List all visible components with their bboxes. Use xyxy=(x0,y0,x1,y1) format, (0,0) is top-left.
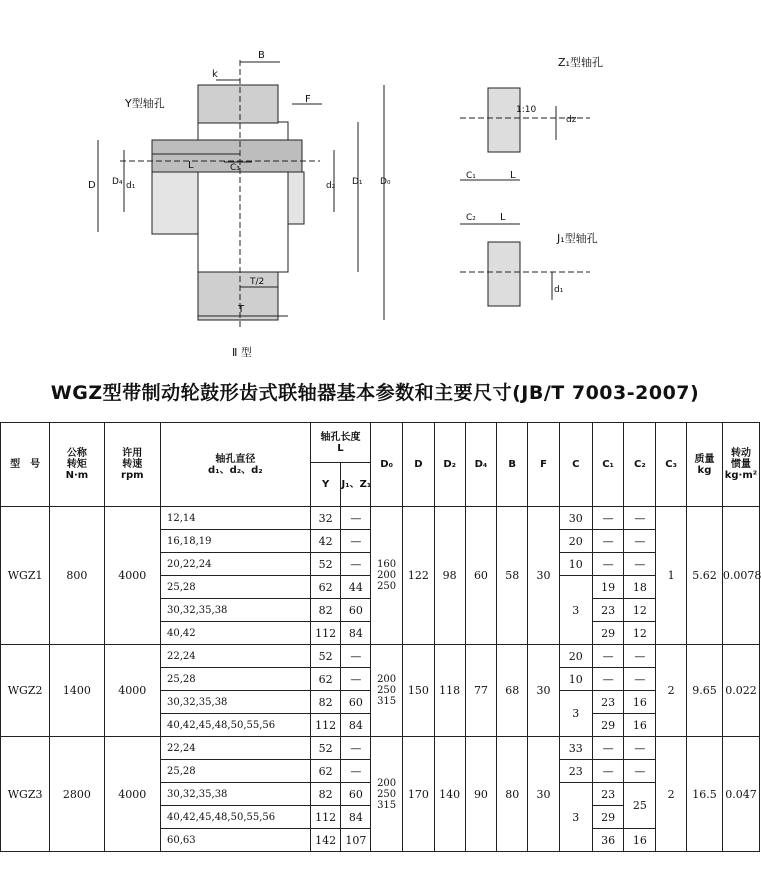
svg-text:D₄: D₄ xyxy=(112,177,123,187)
col-d: D xyxy=(403,423,435,507)
col-d4: D₄ xyxy=(465,423,497,507)
mass-cell: 5.62 xyxy=(687,507,723,645)
bore-diameter-cell: 40,42,45,48,50,55,56 xyxy=(160,806,310,829)
col-torque: 公称 转矩 N·m xyxy=(50,423,104,507)
svg-text:1:10: 1:10 xyxy=(516,105,537,115)
col-c1: C₁ xyxy=(592,423,624,507)
bore-diameter-cell: 22,24 xyxy=(160,645,310,668)
c3-cell: 2 xyxy=(656,737,687,852)
table-body xyxy=(1,507,760,852)
c3-cell: 2 xyxy=(656,645,687,737)
inertia-cell: 0.022 xyxy=(722,645,759,737)
j1z1-length-cell: — xyxy=(341,737,371,760)
c-cell: 3 xyxy=(559,576,592,645)
torque-cell: 800 xyxy=(50,507,104,645)
col-inertia: 转动 惯量 kg·m² xyxy=(722,423,759,507)
bore-diameter-cell: 30,32,35,38 xyxy=(160,783,310,806)
mass-cell: 9.65 xyxy=(687,645,723,737)
f-cell: 30 xyxy=(528,737,560,852)
c2-cell: 12 xyxy=(624,622,656,645)
bore-diameter-cell: 16,18,19 xyxy=(160,530,310,553)
z1-bore-detail xyxy=(488,88,520,152)
c2-cell: — xyxy=(624,668,656,691)
c2-cell: 16 xyxy=(624,714,656,737)
d2-cell: 118 xyxy=(434,645,465,737)
bore-diameter-cell: 60,63 xyxy=(160,829,310,852)
j1z1-length-cell: 60 xyxy=(341,783,371,806)
col-y: Y xyxy=(310,463,341,507)
table-row xyxy=(1,645,760,668)
c2-cell: 16 xyxy=(624,829,656,852)
coupling-drawing xyxy=(0,0,750,370)
c1-cell: — xyxy=(592,645,624,668)
j1z1-length-cell: 44 xyxy=(341,576,371,599)
j1z1-length-cell: 60 xyxy=(341,691,371,714)
c3-cell: 1 xyxy=(656,507,687,645)
table-row xyxy=(1,737,760,760)
bore-diameter-cell: 25,28 xyxy=(160,760,310,783)
y-length-cell: 112 xyxy=(310,714,341,737)
inertia-cell: 0.0078 xyxy=(722,507,759,645)
table-row xyxy=(1,507,760,530)
c1-cell: 29 xyxy=(592,806,624,829)
c1-cell: — xyxy=(592,553,624,576)
j1z1-length-cell: 60 xyxy=(341,599,371,622)
svg-text:T: T xyxy=(238,304,245,315)
svg-text:k: k xyxy=(212,69,218,80)
svg-text:F: F xyxy=(305,94,311,105)
d2-cell: 98 xyxy=(434,507,465,645)
c2-cell: — xyxy=(624,507,656,530)
y-length-cell: 112 xyxy=(310,622,341,645)
col-f: F xyxy=(528,423,560,507)
c1-cell: — xyxy=(592,737,624,760)
c-cell: 3 xyxy=(559,691,592,737)
d-cell: 170 xyxy=(403,737,435,852)
model-cell: WGZ2 xyxy=(1,645,50,737)
speed-cell: 4000 xyxy=(104,507,160,645)
y-length-cell: 62 xyxy=(310,668,341,691)
d0-cell: 200 250 315 xyxy=(371,645,403,737)
c-cell: 10 xyxy=(559,553,592,576)
y-length-cell: 62 xyxy=(310,760,341,783)
d2-cell: 140 xyxy=(434,737,465,852)
bore-diameter-cell: 40,42 xyxy=(160,622,310,645)
svg-text:C₁: C₁ xyxy=(466,171,476,181)
col-d0: D₀ xyxy=(371,423,403,507)
col-bore-length: 轴孔长度 L xyxy=(310,423,371,463)
c-cell: 33 xyxy=(559,737,592,760)
d0-cell: 160 200 250 xyxy=(371,507,403,645)
c1-cell: — xyxy=(592,530,624,553)
c1-cell: 19 xyxy=(592,576,624,599)
y-length-cell: 52 xyxy=(310,737,341,760)
j1z1-length-cell: 84 xyxy=(341,806,371,829)
label-j1-bore: J₁型轴孔 xyxy=(557,232,598,245)
svg-text:dz: dz xyxy=(566,115,577,125)
c1-cell: — xyxy=(592,760,624,783)
label-y-bore: Y型轴孔 xyxy=(125,97,165,110)
b-cell: 68 xyxy=(497,645,528,737)
c1-cell: 36 xyxy=(592,829,624,852)
c2-cell: — xyxy=(624,737,656,760)
j1z1-length-cell: — xyxy=(341,507,371,530)
parameter-table xyxy=(0,422,760,852)
c1-cell: 29 xyxy=(592,714,624,737)
d4-cell: 60 xyxy=(465,507,497,645)
j1z1-length-cell: — xyxy=(341,668,371,691)
c2-cell: 12 xyxy=(624,599,656,622)
svg-text:B: B xyxy=(258,50,265,61)
c-cell: 3 xyxy=(559,783,592,852)
table-title: WGZ型带制动轮鼓形齿式联轴器基本参数和主要尺寸(JB/T 7003-2007) xyxy=(50,382,700,404)
y-length-cell: 82 xyxy=(310,691,341,714)
c-cell: 20 xyxy=(559,645,592,668)
col-model: 型 号 xyxy=(1,423,50,507)
bore-diameter-cell: 30,32,35,38 xyxy=(160,691,310,714)
c1-cell: — xyxy=(592,668,624,691)
d-cell: 150 xyxy=(403,645,435,737)
bore-diameter-cell: 20,22,24 xyxy=(160,553,310,576)
b-cell: 80 xyxy=(497,737,528,852)
col-d2: D₂ xyxy=(434,423,465,507)
inertia-cell: 0.047 xyxy=(722,737,759,852)
y-length-cell: 82 xyxy=(310,783,341,806)
c2-cell: — xyxy=(624,530,656,553)
svg-text:C₂: C₂ xyxy=(466,213,476,223)
y-length-cell: 32 xyxy=(310,507,341,530)
svg-text:d₁: d₁ xyxy=(126,181,136,191)
j1z1-length-cell: — xyxy=(341,553,371,576)
svg-text:L: L xyxy=(510,170,516,181)
speed-cell: 4000 xyxy=(104,645,160,737)
c2-cell: — xyxy=(624,553,656,576)
d4-cell: 77 xyxy=(465,645,497,737)
bore-diameter-cell: 30,32,35,38 xyxy=(160,599,310,622)
svg-text:D: D xyxy=(88,180,96,191)
model-cell: WGZ1 xyxy=(1,507,50,645)
f-cell: 30 xyxy=(528,645,560,737)
j1z1-length-cell: 84 xyxy=(341,622,371,645)
torque-cell: 2800 xyxy=(50,737,104,852)
d0-cell: 200 250 315 xyxy=(371,737,403,852)
col-c: C xyxy=(559,423,592,507)
c1-cell: 29 xyxy=(592,622,624,645)
c2-cell: — xyxy=(624,645,656,668)
drawing-caption: Ⅱ 型 xyxy=(232,346,252,359)
b-cell: 58 xyxy=(497,507,528,645)
y-length-cell: 52 xyxy=(310,645,341,668)
col-c3: C₃ xyxy=(656,423,687,507)
j1z1-length-cell: — xyxy=(341,645,371,668)
y-length-cell: 82 xyxy=(310,599,341,622)
svg-text:C₃: C₃ xyxy=(230,163,240,173)
c1-cell: 23 xyxy=(592,599,624,622)
bore-diameter-cell: 25,28 xyxy=(160,576,310,599)
svg-text:L: L xyxy=(188,160,194,171)
c-cell: 30 xyxy=(559,507,592,530)
c1-cell: — xyxy=(592,507,624,530)
svg-text:T/2: T/2 xyxy=(250,277,265,287)
y-length-cell: 42 xyxy=(310,530,341,553)
j1z1-length-cell: 107 xyxy=(341,829,371,852)
model-cell: WGZ3 xyxy=(1,737,50,852)
c-cell: 10 xyxy=(559,668,592,691)
torque-cell: 1400 xyxy=(50,645,104,737)
bore-diameter-cell: 12,14 xyxy=(160,507,310,530)
label-z1-bore: Z₁型轴孔 xyxy=(558,56,603,69)
col-c2: C₂ xyxy=(624,423,656,507)
c1-cell: 23 xyxy=(592,783,624,806)
j1z1-length-cell: — xyxy=(341,760,371,783)
c2-cell: 18 xyxy=(624,576,656,599)
col-speed: 许用 转速 rpm xyxy=(104,423,160,507)
y-length-cell: 142 xyxy=(310,829,341,852)
speed-cell: 4000 xyxy=(104,737,160,852)
bore-diameter-cell: 40,42,45,48,50,55,56 xyxy=(160,714,310,737)
svg-text:L: L xyxy=(500,212,506,223)
j1-bore-detail xyxy=(488,242,520,306)
j1z1-length-cell: — xyxy=(341,530,371,553)
d4-cell: 90 xyxy=(465,737,497,852)
c-cell: 20 xyxy=(559,530,592,553)
y-length-cell: 62 xyxy=(310,576,341,599)
c-cell: 23 xyxy=(559,760,592,783)
c2-cell: 16 xyxy=(624,691,656,714)
y-length-cell: 112 xyxy=(310,806,341,829)
c2-cell: 25 xyxy=(624,783,656,829)
c1-cell: 23 xyxy=(592,691,624,714)
d-cell: 122 xyxy=(403,507,435,645)
col-j1z1: J₁、Z₁ xyxy=(341,463,371,507)
mass-cell: 16.5 xyxy=(687,737,723,852)
col-b: B xyxy=(497,423,528,507)
svg-text:D₁: D₁ xyxy=(352,177,363,187)
hub xyxy=(152,140,302,172)
svg-text:d₂: d₂ xyxy=(326,181,336,191)
svg-text:D₀: D₀ xyxy=(380,177,391,187)
svg-text:d₁: d₁ xyxy=(554,285,564,295)
c2-cell: — xyxy=(624,760,656,783)
col-mass: 质量 kg xyxy=(687,423,723,507)
f-cell: 30 xyxy=(528,507,560,645)
bore-diameter-cell: 25,28 xyxy=(160,668,310,691)
col-bore: 轴孔直径 d₁、d₂、d₂ xyxy=(160,423,310,507)
j1z1-length-cell: 84 xyxy=(341,714,371,737)
y-length-cell: 52 xyxy=(310,553,341,576)
bore-diameter-cell: 22,24 xyxy=(160,737,310,760)
